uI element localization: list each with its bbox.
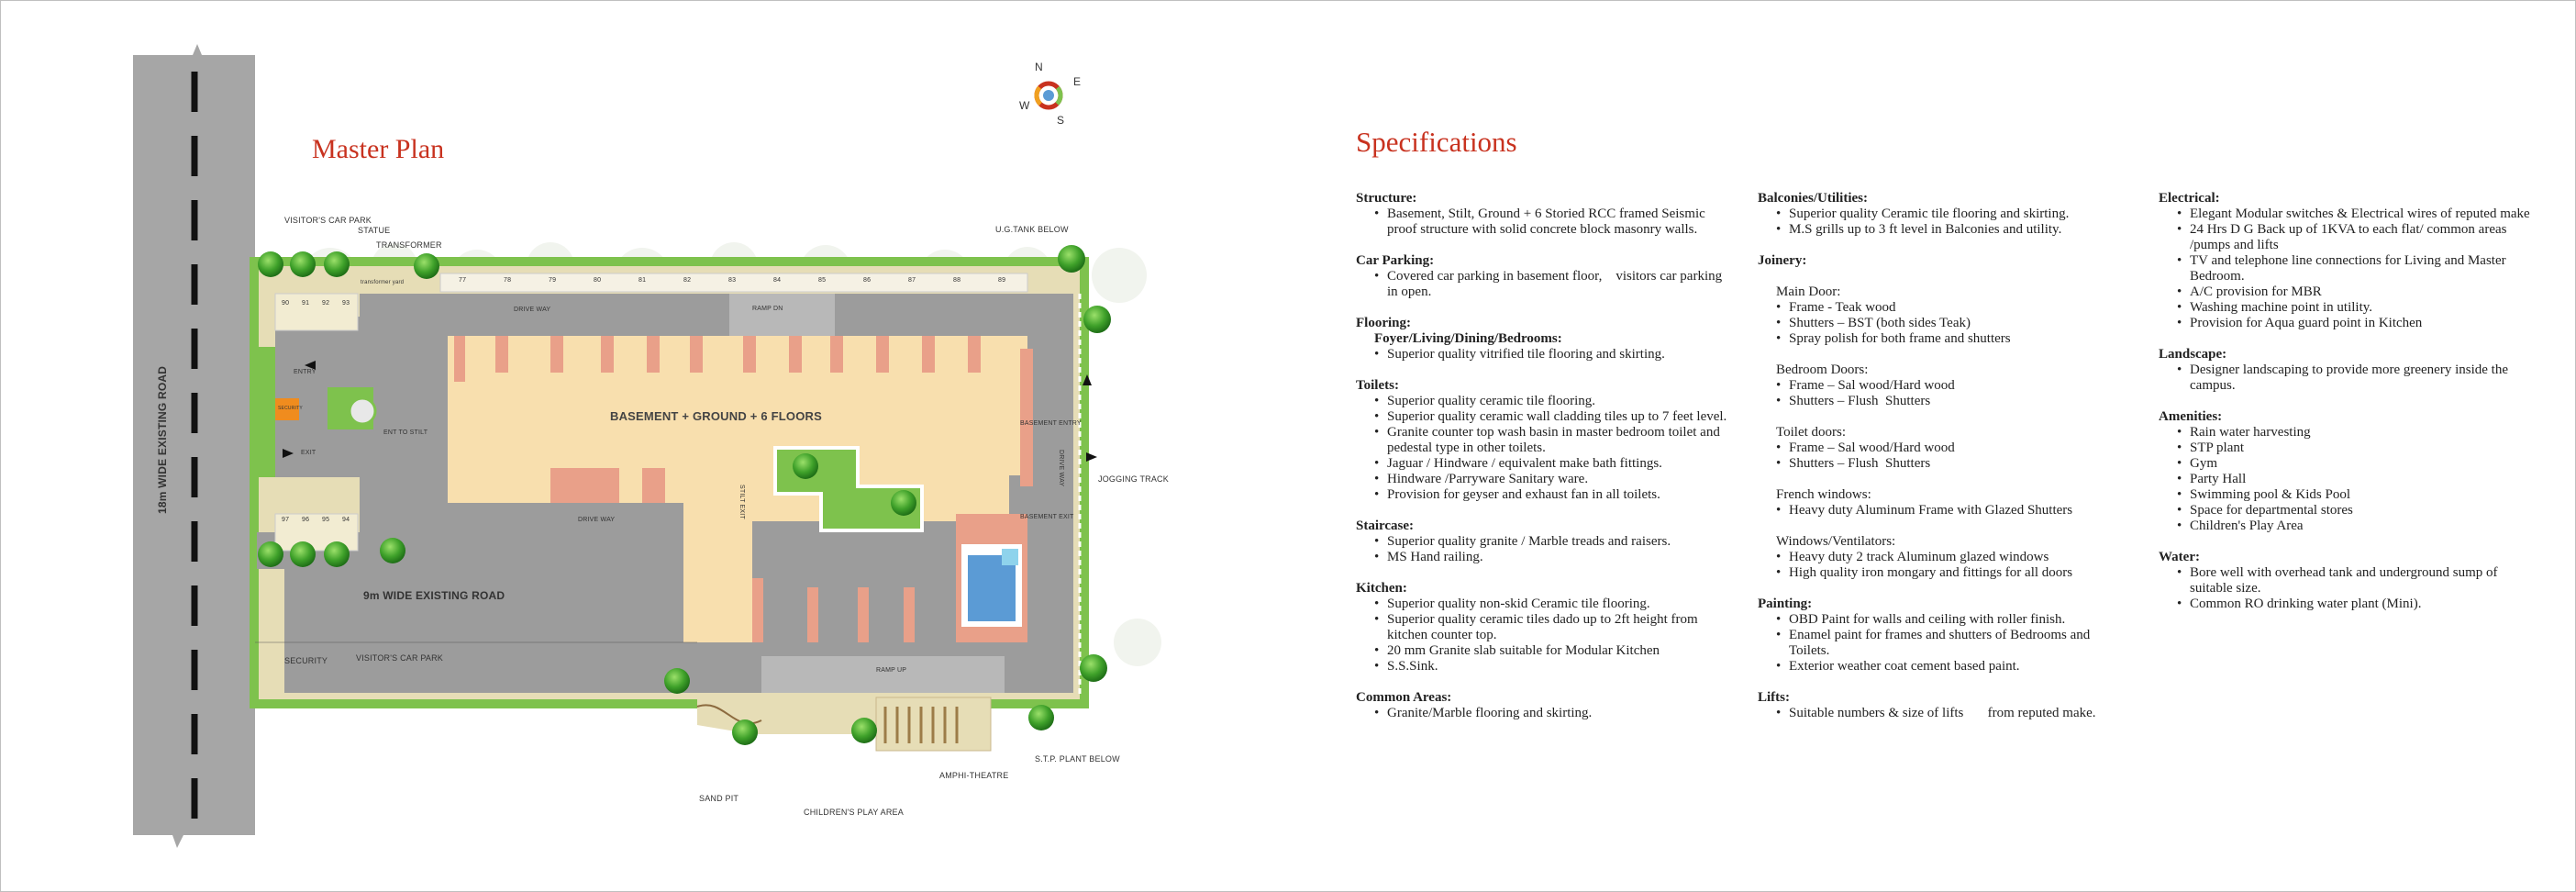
spec-item: • Hindware /Parryware Sanitary ware.: [1374, 472, 1732, 487]
security-box-label: SECURITY: [278, 406, 303, 411]
parking-bay-number: 85: [818, 277, 827, 284]
spec-item: • Rain water harvesting: [2177, 425, 2535, 440]
spec-list: [2159, 362, 2535, 394]
spec-item: • Party Hall: [2177, 472, 2535, 487]
spec-item: • Covered car parking in basement floor, visitors car parking in open.: [1374, 269, 1732, 300]
basement-exit-label: BASEMENT EXIT: [1020, 514, 1074, 520]
stilt-exit-label: STILT EXIT: [738, 485, 745, 519]
ramp-up-label: RAMP UP: [876, 667, 907, 674]
parking-bay-number: 83: [728, 277, 737, 284]
spec-column-2: [1758, 191, 2134, 737]
spec-item: • Heavy duty Aluminum Frame with Glazed Shutters: [1776, 503, 2134, 518]
parking-bay-number: 79: [549, 277, 557, 284]
compass-s: S: [1057, 114, 1065, 127]
visitors-car-park-bottom-label: VISITOR'S CAR PARK: [356, 653, 444, 663]
compass-w: W: [1019, 99, 1030, 112]
spec-group-title: French windows:: [1776, 487, 1871, 502]
spec-heading: Amenities:: [2159, 409, 2223, 424]
spec-item: • S.S.Sink.: [1374, 659, 1732, 675]
spec-list: [1356, 394, 1732, 503]
spec-group-title: Main Door:: [1776, 284, 1841, 299]
spec-item: • Shutters – Flush Shutters: [1776, 394, 2134, 409]
spec-item: • Provision for geyser and exhaust fan in all toilets.: [1374, 487, 1732, 503]
drive-way-right-label: DRIVE WAY: [1058, 450, 1064, 487]
master-plan: [0, 0, 1284, 892]
main-road-label: 18m WIDE EXISTING ROAD: [156, 365, 169, 514]
spec-list: [2159, 425, 2535, 534]
spec-heading: Landscape:: [2159, 347, 2227, 362]
parking-bay-number: 97: [282, 517, 290, 523]
spec-item: • Frame - Teak wood: [1776, 300, 2134, 316]
drive-way-top-label: DRIVE WAY: [514, 307, 551, 313]
spec-heading: Toilets:: [1356, 378, 1399, 393]
spec-item: • Basement, Stilt, Ground + 6 Storied RCC framed Seismic proof structure with solid concrete block masonry walls.: [1374, 206, 1732, 238]
spec-heading: Balconies/Utilities:: [1758, 191, 1868, 206]
basement-entry-label: BASEMENT ENTRY: [1020, 420, 1082, 427]
spec-item: • Washing machine point in utility.: [2177, 300, 2535, 316]
spec-column-3: [2159, 191, 2535, 628]
spec-item: • Frame – Sal wood/Hard wood: [1776, 440, 2134, 456]
spec-section: [2159, 409, 2535, 534]
parking-bay-number: 91: [302, 300, 310, 307]
statue-label: STATUE: [358, 226, 391, 235]
spec-item: • Shutters – BST (both sides Teak): [1776, 316, 2134, 331]
spec-item: • Children's Play Area: [2177, 518, 2535, 534]
spec-heading: Car Parking:: [1356, 253, 1435, 268]
spec-group-title: Toilet doors:: [1776, 425, 1847, 440]
spec-item: • Elegant Modular switches & Electrical wires of reputed make: [2177, 206, 2535, 222]
parking-bay-number: 96: [302, 517, 310, 523]
spec-subheading: Foyer/Living/Dining/Bedrooms:: [1374, 331, 1562, 346]
spec-list: [1758, 378, 2134, 409]
spec-item: • Superior quality ceramic wall cladding tiles up to 7 feet level.: [1374, 409, 1732, 425]
spec-item: • Frame – Sal wood/Hard wood: [1776, 378, 2134, 394]
spec-list: [1758, 440, 2134, 472]
spec-section: [1758, 191, 2134, 238]
spec-list: [2159, 206, 2535, 331]
spec-group: [1758, 425, 2134, 472]
spec-group: [1758, 284, 2134, 347]
compass-n: N: [1035, 61, 1043, 73]
parking-bay-number: 84: [773, 277, 782, 284]
parking-bay-number: 89: [998, 277, 1006, 284]
spec-section: [1356, 378, 1732, 503]
spec-heading: Lifts:: [1758, 690, 1790, 705]
spec-heading: Common Areas:: [1356, 690, 1452, 705]
parking-bay-number: 90: [282, 300, 290, 307]
childrens-play-area-label: CHILDREN'S PLAY AREA: [804, 808, 904, 817]
spec-list: [1758, 300, 2134, 347]
transformer-yard-label: transformer yard: [361, 280, 405, 285]
spec-heading: Structure:: [1356, 191, 1417, 206]
spec-group: [1758, 362, 2134, 409]
master-plan-title: Master Plan: [312, 134, 445, 164]
spec-item: • Superior quality non-skid Ceramic tile flooring.: [1374, 597, 1732, 612]
spec-section: [1356, 690, 1732, 721]
spec-item: • Bore well with overhead tank and underground sump of suitable size.: [2177, 565, 2535, 597]
main-road: [133, 44, 255, 848]
specifications-title: Specifications: [1356, 126, 1517, 158]
stp-label: S.T.P. PLANT BELOW: [1035, 754, 1120, 764]
spec-item: • Superior quality Ceramic tile flooring and skirting.: [1776, 206, 2134, 222]
spec-list: [1356, 269, 1732, 300]
spec-list: [1356, 597, 1732, 675]
spec-item: • Jaguar / Hindware / equivalent make bath fittings.: [1374, 456, 1732, 472]
spec-list: [1758, 550, 2134, 581]
jogging-track-label: JOGGING TRACK: [1098, 474, 1169, 484]
spec-section: [1356, 581, 1732, 675]
spec-item: • Granite counter top wash basin in master bedroom toilet and pedestal type in other toilets.: [1374, 425, 1732, 456]
compass-e: E: [1073, 75, 1082, 88]
spec-group: [1758, 534, 2134, 581]
spec-column-1: [1356, 191, 1732, 737]
spec-heading: Flooring:: [1356, 316, 1411, 330]
spec-heading: Staircase:: [1356, 518, 1415, 533]
parking-bay-number: 93: [342, 300, 350, 307]
spec-section: [1758, 597, 2134, 675]
spec-list: [1758, 706, 2134, 721]
spec-heading: Kitchen:: [1356, 581, 1407, 596]
spec-list: [1356, 706, 1732, 721]
spec-group: [1758, 487, 2134, 518]
spec-item: • Superior quality ceramic tiles dado up to 2ft height from kitchen counter top.: [1374, 612, 1732, 643]
spec-item: • Superior quality granite / Marble treads and raisers.: [1374, 534, 1732, 550]
spec-item: • Suitable numbers & size of lifts from reputed make.: [1776, 706, 2134, 721]
spec-item: • Heavy duty 2 track Aluminum glazed windows: [1776, 550, 2134, 565]
spec-list: [2159, 565, 2535, 612]
side-road-label: 9m WIDE EXISTING ROAD: [363, 589, 505, 602]
spec-group-title: Windows/Ventilators:: [1776, 534, 1896, 549]
spec-item: • OBD Paint for walls and ceiling with roller finish.: [1776, 612, 2134, 628]
security-label: SECURITY: [284, 656, 328, 665]
parking-bay-number: 81: [638, 277, 647, 284]
parking-bay-number: 88: [953, 277, 961, 284]
spec-list: [1758, 503, 2134, 518]
spec-heading: Joinery:: [1758, 253, 1807, 268]
drive-way-bottom-label: DRIVE WAY: [578, 517, 616, 523]
spec-item: • M.S grills up to 3 ft level in Balconies and utility.: [1776, 222, 2134, 238]
spec-section: [1758, 253, 2134, 581]
parking-bay-number: 86: [863, 277, 872, 284]
spec-section: [2159, 191, 2535, 331]
visitors-car-park-top-label: VISITOR'S CAR PARK: [284, 216, 372, 225]
spec-list: [1356, 347, 1732, 362]
parking-bay-number: 78: [504, 277, 512, 284]
spec-item: • STP plant: [2177, 440, 2535, 456]
spec-item: • Shutters – Flush Shutters: [1776, 456, 2134, 472]
parking-bay-number: 77: [459, 277, 467, 284]
spec-item: • Provision for Aqua guard point in Kitchen: [2177, 316, 2535, 331]
spec-item: • Swimming pool & Kids Pool: [2177, 487, 2535, 503]
spec-item: • Superior quality vitrified tile flooring and skirting.: [1374, 347, 1732, 362]
spec-item: • 24 Hrs D G Back up of 1KVA to each flat/ common areas /pumps and lifts: [2177, 222, 2535, 253]
spec-section: [1356, 253, 1732, 300]
spec-heading: Water:: [2159, 550, 2200, 564]
spec-list: [1758, 612, 2134, 675]
spec-item: • Granite/Marble flooring and skirting.: [1374, 706, 1732, 721]
spec-list: [1356, 534, 1732, 565]
spec-heading: Painting:: [1758, 597, 1813, 611]
spec-section: [2159, 347, 2535, 394]
entry-label: ENTRY: [294, 369, 316, 375]
spec-item: • Common RO drinking water plant (Mini).: [2177, 597, 2535, 612]
spec-item: • 20 mm Granite slab suitable for Modular Kitchen: [1374, 643, 1732, 659]
amphi-theatre-label: AMPHI-THEATRE: [939, 771, 1009, 780]
spec-list: [1758, 206, 2134, 238]
spec-section: [2159, 550, 2535, 612]
spec-item: • High quality iron mongary and fittings for all doors: [1776, 565, 2134, 581]
spec-group-title: Bedroom Doors:: [1776, 362, 1869, 377]
spec-spacer: [1758, 269, 2134, 284]
spec-item: • TV and telephone line connections for Living and Master Bedroom.: [2177, 253, 2535, 284]
spec-section: [1758, 690, 2134, 721]
parking-bay-number: 95: [322, 517, 330, 523]
spec-item: • Spray polish for both frame and shutters: [1776, 331, 2134, 347]
spec-list: [1356, 206, 1732, 238]
ug-tank-label: U.G.TANK BELOW: [995, 225, 1069, 234]
spec-item: • MS Hand railing.: [1374, 550, 1732, 565]
spec-section: [1356, 316, 1732, 362]
ramp-dn-label: RAMP DN: [752, 306, 783, 312]
parking-bay-number: 82: [683, 277, 692, 284]
building-label: BASEMENT + GROUND + 6 FLOORS: [610, 409, 822, 423]
spec-section: [1356, 191, 1732, 238]
spec-item: • Exterior weather coat cement based paint.: [1776, 659, 2134, 675]
spec-item: • Gym: [2177, 456, 2535, 472]
compass-icon: [1037, 84, 1060, 107]
exit-label: EXIT: [301, 450, 316, 456]
spec-item: • Enamel paint for frames and shutters of Bedrooms and Toilets.: [1776, 628, 2134, 659]
spec-item: • A/C provision for MBR: [2177, 284, 2535, 300]
spec-item: • Designer landscaping to provide more greenery inside the campus.: [2177, 362, 2535, 394]
transformer-label: TRANSFORMER: [376, 240, 442, 250]
parking-bay-number: 94: [342, 517, 350, 523]
spec-item: • Space for departmental stores: [2177, 503, 2535, 518]
ent-to-stilt-label: ENT TO STILT: [383, 429, 428, 436]
parking-bay-number: 87: [908, 277, 916, 284]
parking-bay-number: 92: [322, 300, 330, 307]
spec-heading: Electrical:: [2159, 191, 2220, 206]
parking-bay-number: 80: [594, 277, 602, 284]
spec-item: • Superior quality ceramic tile flooring.: [1374, 394, 1732, 409]
sand-pit-label: SAND PIT: [699, 794, 739, 803]
spec-section: [1356, 518, 1732, 565]
